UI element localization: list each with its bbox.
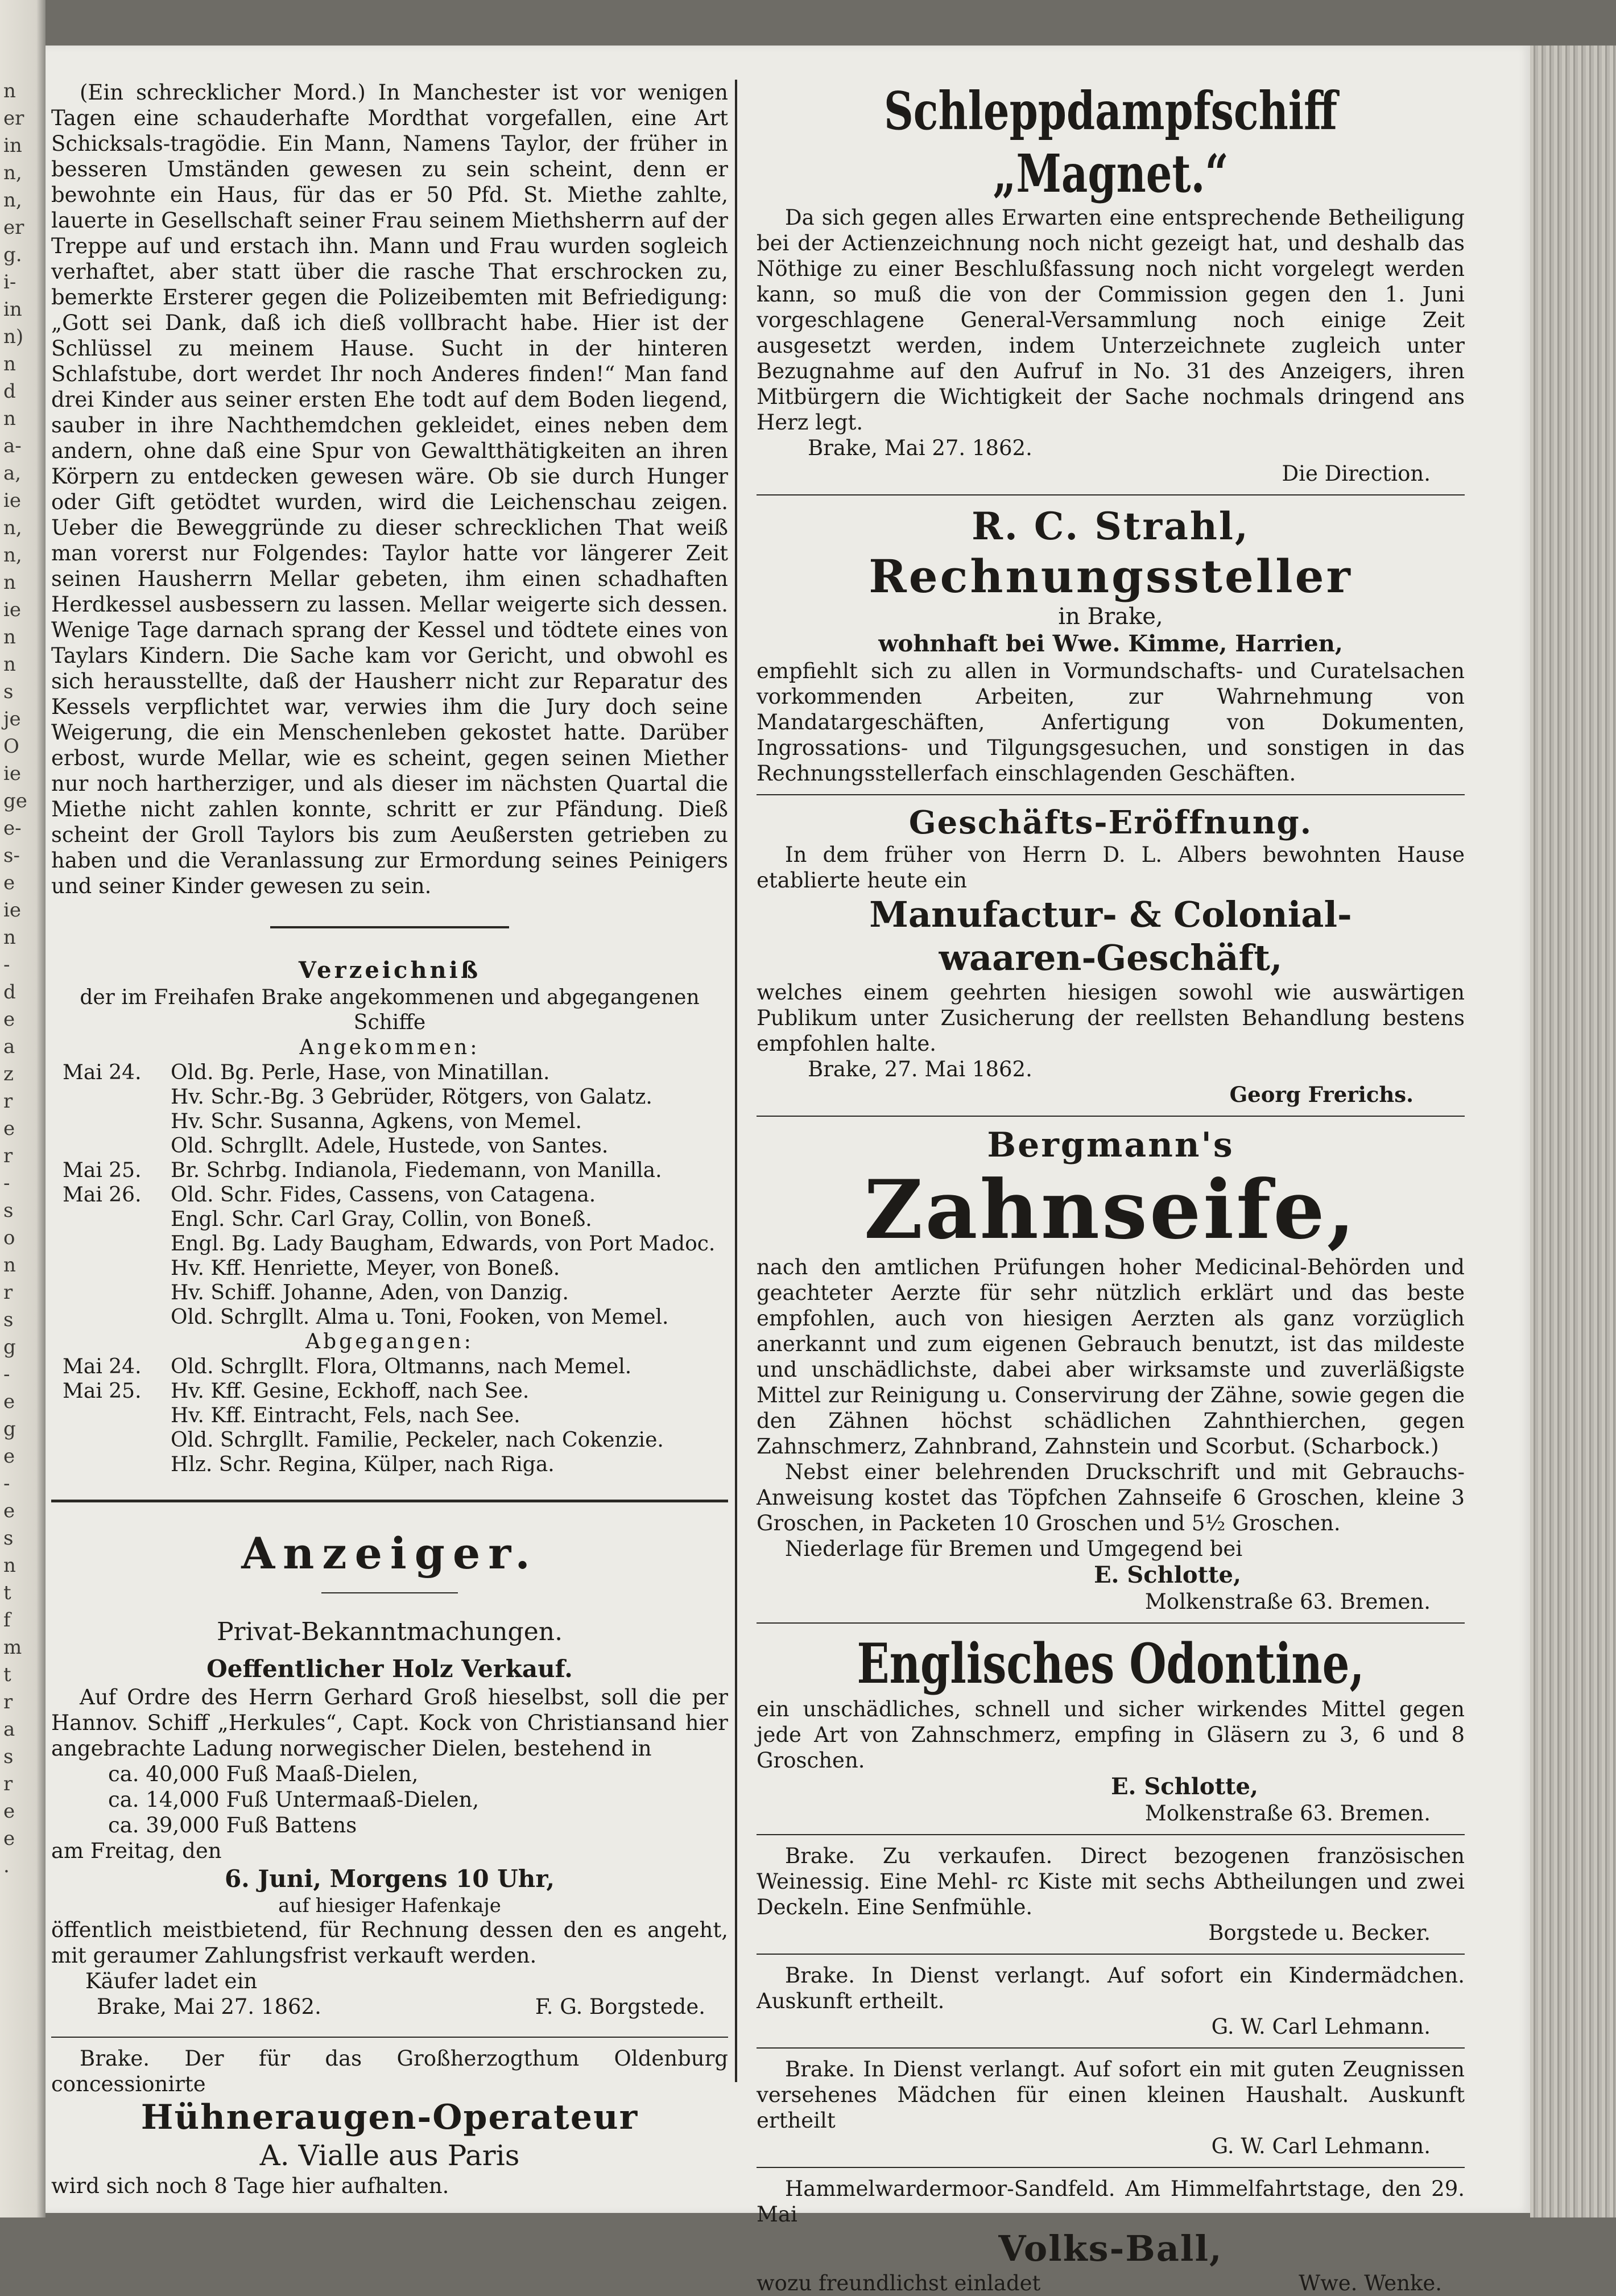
facing-page-fragment: a- — [3, 435, 22, 457]
facing-page-fragment: n — [3, 653, 16, 676]
ship-entry — [51, 1085, 728, 1109]
section-divider — [757, 2167, 1465, 2168]
ship-entry — [51, 1134, 728, 1158]
facing-page-fragment: ie — [3, 598, 21, 621]
ship-entry — [51, 1232, 728, 1256]
facing-page-fragment: in — [3, 134, 22, 157]
sale-text: Brake. Zu verkaufen. Direct bezogenen französischen Weinessig. Eine Mehl- rc Kiste mit sechs Abtheilungen und zwei Deckeln. Eine Senfmühle. — [757, 1844, 1465, 1919]
wood-sale-date-intro: am Freitag, den — [51, 1839, 222, 1863]
zahnseife-title: Zahnseife, — [863, 1163, 1358, 1257]
ship-entry-date — [51, 1428, 171, 1452]
ship-list-subtitle: der im Freihafen Brake angekommenen und abgegangenen Schiffe — [80, 986, 700, 1034]
opening-date: Brake, 27. Mai 1862. — [808, 1057, 1032, 1081]
odontine-ad — [757, 1632, 1465, 1826]
ship-entry-date: Mai 24. — [63, 1061, 142, 1084]
section-divider — [757, 794, 1465, 795]
facing-page-fragment: d — [3, 380, 16, 403]
odontine-address: Molkenstraße 63. Bremen. — [1144, 1801, 1431, 1826]
facing-page-fragment: r — [3, 1090, 13, 1113]
facing-page-fragment: e — [3, 1445, 15, 1468]
ball-invite: wozu freundlichst einladet — [757, 2271, 1041, 2295]
wood-sale-notice — [51, 1654, 728, 2020]
ship-entry — [51, 1109, 728, 1134]
facing-page-fragment: s- — [3, 844, 20, 867]
ship-entry-date — [51, 1452, 171, 1477]
service1-signature: G. W. Carl Lehmann. — [1211, 2014, 1431, 2039]
facing-page-fragment: e — [3, 1390, 15, 1413]
ship-entry-date: Mai 25. — [63, 1380, 142, 1403]
corn-operator-notice — [51, 2046, 728, 2199]
zahnseife-text: nach den amtlichen Prüfungen hoher Medicinal-Behörden und geachteter Aerzte für sehr nützlich erklärt und das beste empfohlen, auch von hiesigen Aerzten als ganz vorzüglich anerkannt und zum eigenen Gebrauch benutzt, ist das mildeste und unschädlichste, dabei aber wirksamste und zuverläßigste Mittel zur Reinigung u. Conservirung der Zähne, sowie gegen die den Zähnen höchst schädlichen Zahnthierchen, gegen Zahnschmerz, Zahnbrand, Zahnstein und Scorbut. (Scharbock.) — [757, 1255, 1465, 1459]
section-divider — [757, 2047, 1465, 2049]
ship-entry-text: Old. Schrgllt. Adele, Hustede, von Santes. — [171, 1134, 609, 1158]
wood-sale-intro: Auf Ordre des Herrn Gerhard Groß hieselbst, soll die per Hannov. Schiff „Herkules“, Capt. Kock von Christiansand hier angebrachte Ladung norwegischer Dielen, bestehend in — [51, 1685, 728, 1761]
ship-entry-text: Hv. Kff. Gesine, Eckhoff, nach See. — [171, 1380, 530, 1403]
odontine-text: ein unschädliches, schnell und sicher wirkendes Mittel gegen jede Art von Zahnschmerz, empfing in Gläsern zu 3, 6 und 8 Groschen. — [757, 1697, 1465, 1773]
left-column — [51, 80, 728, 2199]
arrived-label: Angekommen: — [299, 1036, 480, 1059]
zahnseife-depot: Niederlage für Bremen und Umgegend bei — [785, 1537, 1243, 1561]
ship-entry — [51, 1060, 728, 1085]
ship-entry-date: Mai 25. — [63, 1159, 142, 1182]
facing-page-fragment: - — [3, 1472, 10, 1495]
ship-entry-text: Engl. Schr. Carl Gray, Collin, von Boneß. — [171, 1208, 592, 1231]
ship-entry — [51, 1428, 728, 1452]
ship-entry-text: Hv. Schr. Susanna, Agkens, von Memel. — [171, 1110, 582, 1133]
section-divider — [757, 1954, 1465, 1955]
murder-paragraph: (Ein schrecklicher Mord.) In Manchester ist vor wenigen Tagen eine schauderhafte Mordthat vorgefallen, eine Art Schicksals-tragödie. Ein Mann, Namens Taylor, der früher in besseren Umständen gewesen zu sein scheint, denn er bewohnte ein Haus, für das er 50 Pfd. St. Miethe zahlte, lauerte in Gesellschaft seiner Frau seinem Miethsherrn auf der Treppe auf und erstach ihn. Mann und Frau wurden sogleich verhaftet, aber statt über die rasche That erschrocken zu, bemerkte Ersterer gegen die Polizeibemten mit Befriedigung: „Gott sei Dank, daß ich dieß vollbracht habe. Hier ist der Schlüssel zu meinem Hause. Sucht in der hinteren Schlafstube, dort werdet Ihr noch Anderes finden!“ Man fand drei Kinder aus seiner ersten Ehe todt auf dem Boden liegend, sauber in ihre Nachthemdchen gekleidet, eines neben dem andern, ohne daß eine Spur von Gewaltthätigkeiten an ihren Körpern zu entdecken gewesen wäre. Ob sie durch Hunger oder Gift getödtet wurden, wird die Leichenschau zeigen. Ueber die Beweggründe zu dieser schrecklichen That weiß man vorerst nur Folgendes: Taylor hatte vor längerer Zeit seinen Hausherrn Mellar gebeten, ihm einen schadhaften Herdkessel ausbessern zu lassen. Mellar weigerte sich dessen. Wenige Tage darnach sprang der Kessel und tödtete eines von Taylars Kindern. Die Sache kam vor Gericht, und obwohl es sich herausstellte, daß der Hausherr nicht zur Reparatur des Kessels verpflichtet war, verwies ihm die Jury doch seine Weigerung, die ein Menschenleben gekostet hatte. Darüber erbost, wurde Mellar, wie es scheint, gegen seinen Miether nur noch hartherziger, und als dieser im nächsten Quartal die Miethe nicht zahlen konnte, schritt er zur Pfändung. Dieß scheint der Groll Taylors bis zum Aeußersten getrieben zu haben und die Veranlassung zur Ermordung seines Peinigers und seiner Kinder gewesen zu sein. — [51, 80, 728, 898]
ship-entry-text: Hv. Schiff. Johanne, Aden, von Danzig. — [171, 1281, 569, 1304]
ship-entry-date — [51, 1109, 171, 1134]
service-notice-1 — [757, 1963, 1465, 2039]
facing-page-fragment: ie — [3, 762, 21, 785]
facing-page-fragment: g. — [3, 243, 22, 266]
facing-page-fragment: . — [3, 1855, 10, 1877]
facing-page-fragment: n — [3, 407, 16, 430]
facing-page-fragment: n — [3, 80, 16, 102]
ship-entry-text: Engl. Bg. Lady Baugham, Edwards, von Port Madoc. — [171, 1232, 716, 1256]
facing-page-fragment: je — [3, 708, 21, 730]
facing-page-fragment: n, — [3, 544, 22, 567]
facing-page-fragment: ie — [3, 489, 21, 512]
section-divider — [270, 926, 509, 928]
facing-page-fragment: n — [3, 571, 16, 594]
sale-signature: Borgstede u. Becker. — [1208, 1921, 1431, 1945]
facing-page-fragment: s — [3, 1199, 14, 1222]
facing-page-fragment: m — [3, 1636, 22, 1659]
ship-entry-text: Old. Schrgllt. Familie, Peckeler, nach Cokenzie. — [171, 1428, 664, 1452]
facing-page-fragment: t — [3, 1663, 11, 1686]
facing-page-fragment: er — [3, 107, 24, 130]
facing-page-fragment: ge — [3, 790, 27, 812]
facing-page-fragment: n) — [3, 325, 24, 348]
magnet-title: Schleppdampfschiff „Magnet.“ — [883, 80, 1338, 204]
ship-entry — [51, 1183, 728, 1207]
sale-notice — [757, 1843, 1465, 1946]
service2-text: Brake. In Dienst verlangt. Auf sofort ein mit guten Zeugnissen versehenes Mädchen für einen kleinen Haushalt. Auskunft ertheilt — [757, 2057, 1465, 2133]
zahnseife-brand: Bergmann's — [987, 1125, 1234, 1165]
section-divider — [757, 1622, 1465, 1624]
ship-list-title: Verzeichniß — [298, 957, 481, 984]
ship-entry — [51, 1355, 728, 1379]
wood-sale-date: 6. Juni, Morgens 10 Uhr, — [224, 1865, 555, 1893]
facing-page-fragment: in — [3, 298, 22, 321]
zahnseife-ad — [757, 1125, 1465, 1614]
wood-items — [51, 1761, 728, 1838]
ship-entry-text: Br. Schrbg. Indianola, Fiedemann, von Manilla. — [171, 1159, 662, 1182]
facing-page-fragment: n, — [3, 189, 22, 212]
strahl-place: in Brake, — [1058, 604, 1163, 630]
ball-title: Volks-Ball, — [998, 2228, 1223, 2269]
facing-page-fragment: r — [3, 1145, 13, 1167]
facing-page-fragment: d — [3, 981, 16, 1004]
strahl-title: Rechnungssteller — [869, 550, 1353, 603]
facing-page-fragment: e — [3, 1827, 15, 1850]
zahnseife-dealer: E. Schlotte, — [1094, 1562, 1241, 1588]
ship-entry-date — [51, 1403, 171, 1428]
facing-page-fragment: e — [3, 1008, 15, 1031]
shop-name-line2: waaren-Geschäft, — [939, 937, 1283, 978]
section-divider — [51, 2037, 728, 2038]
ship-entry-text: Old. Bg. Perle, Hase, von Minatillan. — [171, 1061, 550, 1084]
opening-intro: In dem früher von Herrn D. L. Albers bewohnten Hause etablierte heute ein — [757, 843, 1465, 893]
ship-entry-date — [51, 1085, 171, 1109]
departed-list — [51, 1355, 728, 1477]
facing-page-fragment: r — [3, 1691, 13, 1713]
facing-page-fragment: - — [3, 953, 10, 976]
facing-page-fragment: n — [3, 1554, 16, 1577]
newspaper-page — [46, 46, 1530, 2295]
corn-name: A. Vialle aus Paris — [259, 2139, 520, 2172]
facing-page-fragment: ie — [3, 899, 21, 922]
wood-sale-signoff — [51, 1994, 728, 2020]
facing-page-fragment: n — [3, 626, 16, 649]
wood-sale-invite: Käufer ladet ein — [85, 1969, 258, 1993]
anzeiger-title: Anzeiger. — [241, 1528, 538, 1579]
facing-page-fragment: n, — [3, 162, 22, 184]
facing-page-fragment: z — [3, 1063, 14, 1085]
right-column — [757, 80, 1465, 2296]
ship-entry — [51, 1403, 728, 1428]
ship-entry-date — [51, 1256, 171, 1281]
wood-sale-signature: F. G. Borgstede. — [535, 1994, 705, 2019]
facing-page-fragment: O — [3, 735, 19, 758]
murder-article — [51, 80, 728, 899]
ship-entry-text: Old. Schrgllt. Alma u. Toni, Fooken, von Memel. — [171, 1306, 669, 1329]
ship-entry-text: Old. Schr. Fides, Cassens, von Catagena. — [171, 1183, 596, 1207]
wood-sale-place: auf hiesiger Hafenkaje — [278, 1894, 501, 1917]
column-divider — [735, 80, 737, 2082]
wood-item: ca. 14,000 Fuß Untermaaß-Dielen, — [108, 1787, 480, 1812]
ship-entry — [51, 1452, 728, 1477]
facing-page-fragment: n — [3, 1254, 16, 1277]
ship-entry — [51, 1256, 728, 1281]
facing-page-fragment: e — [3, 1500, 15, 1522]
ship-entry — [51, 1379, 728, 1403]
facing-page-fragment: a, — [3, 462, 22, 485]
facing-page-fragment: f — [3, 1609, 11, 1632]
facing-page-fragment: n, — [3, 517, 22, 539]
service-notice-2 — [757, 2057, 1465, 2159]
magnet-text: Da sich gegen alles Erwarten eine entsprechende Betheiligung bei der Actienzeichnung noch nicht gezeigt hat, und deshalb das Nöthige zu einer Beschlußfassung noch nicht vorgelegt werden kann, so muß die von der Commission gegen den 1. Juni vorgeschlagene General-Versammlung noch einige Zeit ausgesetzt werden, indem Unterzeichnete zugleich unter Bezugnahme auf den Aufruf in No. 31 des Anzeigers, ihren Mitbürgern die Wichtigkeit der Sache nochmals dringend ans Herz legt. — [757, 205, 1465, 435]
zahnseife-text2: Nebst einer belehrenden Druckschrift und mit Gebrauchs-Anweisung kostet das Töpfchen Zahnseife 6 Groschen, kleine 3 Groschen, in Packeten 10 Groschen und 5½ Groschen. — [757, 1460, 1465, 1535]
facing-page-fragment: g — [3, 1336, 16, 1358]
facing-page-fragment: a — [3, 1718, 15, 1741]
odontine-dealer: E. Schlotte, — [1111, 1773, 1258, 1800]
wood-sale-date-line: Brake, Mai 27. 1862. — [97, 1994, 321, 2019]
ship-entry-text: Hv. Kff. Henriette, Meyer, von Boneß. — [171, 1257, 560, 1280]
facing-page-fragment: t — [3, 1581, 11, 1604]
facing-page-fragment: - — [3, 1172, 10, 1195]
facing-page-fragment: s — [3, 680, 14, 703]
section-divider — [757, 1116, 1465, 1117]
ball-signature: Wwe. Wenke. — [1299, 2271, 1442, 2295]
strahl-text: empfiehlt sich zu allen in Vormundschafts- und Curatelsachen vorkommenden Arbeiten, zur Wahrnehmung von Mandatargeschäften, Anfertigung von Dokumenten, Ingrossations- und Tilgungsgesuchen, und sonstigen in das Rechnungsstellerfach einschlagenden Geschäften. — [757, 659, 1465, 786]
ship-entry-date: Mai 26. — [63, 1183, 142, 1207]
facing-page-fragment: n — [3, 926, 16, 949]
strahl-name: R. C. Strahl, — [972, 504, 1250, 548]
ship-entry-date — [51, 1305, 171, 1329]
section-divider — [51, 1500, 728, 1502]
service1-text: Brake. In Dienst verlangt. Auf sofort ein Kindermädchen. Auskunft ertheilt. — [757, 1963, 1465, 2013]
corn-title: Hühneraugen-Operateur — [140, 2097, 639, 2137]
departed-label: Abgegangen: — [305, 1330, 474, 1353]
opening-title: Geschäfts-Eröffnung. — [908, 804, 1313, 841]
ship-entry — [51, 1281, 728, 1305]
facing-page-fragment: g — [3, 1418, 16, 1440]
ship-entry-text: Old. Schrgllt. Flora, Oltmanns, nach Memel. — [171, 1355, 632, 1378]
arrived-list — [51, 1060, 728, 1329]
ship-entry-date — [51, 1134, 171, 1158]
facing-page-fragment: r — [3, 1773, 13, 1795]
facing-page-fragment: e — [3, 872, 15, 894]
facing-page-fragment: e- — [3, 817, 22, 840]
ship-entry-date — [51, 1281, 171, 1305]
ship-entry-date: Mai 24. — [63, 1355, 142, 1378]
facing-page-fragment: a — [3, 1035, 15, 1058]
wood-sale-terms: öffentlich meistbietend, für Rechnung dessen den es angeht, mit geraumer Zahlungsfrist verkauft werden. — [51, 1918, 728, 1968]
ship-entry — [51, 1158, 728, 1183]
facing-page-fragment: s — [3, 1527, 14, 1550]
facing-page-fragment: s — [3, 1308, 14, 1331]
odontine-title: Englisches Odontine, — [857, 1632, 1365, 1696]
ship-entry — [51, 1207, 728, 1232]
wood-sale-title: Oeffentlicher Holz Verkauf. — [206, 1655, 573, 1683]
opening-notice — [757, 803, 1465, 1108]
magnet-date: Brake, Mai 27. 1862. — [808, 436, 1032, 460]
facing-page-fragment: s — [3, 1745, 14, 1768]
facing-page-fragment: r — [3, 1281, 13, 1304]
ship-entry-text: Hv. Kff. Eintracht, Fels, nach See. — [171, 1404, 520, 1427]
zahnseife-address: Molkenstraße 63. Bremen. — [1144, 1589, 1431, 1614]
page-edge — [1530, 46, 1616, 2217]
ship-entry-date — [51, 1232, 171, 1256]
title-divider — [321, 1592, 458, 1593]
private-title: Privat-Bekanntmachungen. — [216, 1617, 563, 1646]
wood-item: ca. 39,000 Fuß Battens — [108, 1813, 357, 1837]
ship-entry-text: Hlz. Schr. Regina, Külper, nach Riga. — [171, 1453, 555, 1476]
facing-page-fragment: i- — [3, 271, 16, 294]
ship-list — [51, 956, 728, 1477]
facing-page-fragment: e — [3, 1117, 15, 1140]
facing-page-fragment: o — [3, 1227, 15, 1249]
facing-page-fragment: er — [3, 216, 24, 239]
corn-text: wird sich noch 8 Tage hier aufhalten. — [51, 2174, 449, 2198]
shop-name-line1: Manufactur- & Colonial- — [869, 894, 1352, 935]
service2-signature: G. W. Carl Lehmann. — [1211, 2134, 1431, 2158]
facing-page-fragment: e — [3, 1800, 15, 1823]
section-divider — [757, 494, 1465, 495]
opening-signature: Georg Frerichs. — [1229, 1082, 1414, 1107]
strahl-address: wohnhaft bei Wwe. Kimme, Harrien, — [878, 630, 1343, 657]
strahl-notice — [757, 503, 1465, 786]
facing-page-fragment: n — [3, 353, 16, 375]
ship-entry — [51, 1305, 728, 1329]
ship-entry-text: Hv. Schr.-Bg. 3 Gebrüder, Rötgers, von Galatz. — [171, 1085, 652, 1109]
facing-page-fragment: - — [3, 1363, 10, 1386]
corn-intro: Brake. Der für das Großherzogthum Oldenburg concessionirte — [51, 2046, 728, 2096]
section-divider — [757, 1834, 1465, 1835]
opening-text: welches einem geehrten hiesigen sowohl wie auswärtigen Publikum unter Zusicherung der reellsten Behandlung bestens empfohlen halte. — [757, 980, 1465, 1056]
magnet-notice — [757, 80, 1465, 486]
ball-intro: Hammelwardermoor-Sandfeld. Am Himmelfahrtstage, den 29. Mai — [757, 2177, 1465, 2227]
ship-entry-date — [51, 1207, 171, 1232]
ball-footer — [757, 2270, 1465, 2296]
magnet-signature: Die Direction. — [1282, 461, 1431, 486]
ball-notice — [757, 2176, 1465, 2296]
wood-item: ca. 40,000 Fuß Maaß-Dielen, — [108, 1762, 419, 1786]
